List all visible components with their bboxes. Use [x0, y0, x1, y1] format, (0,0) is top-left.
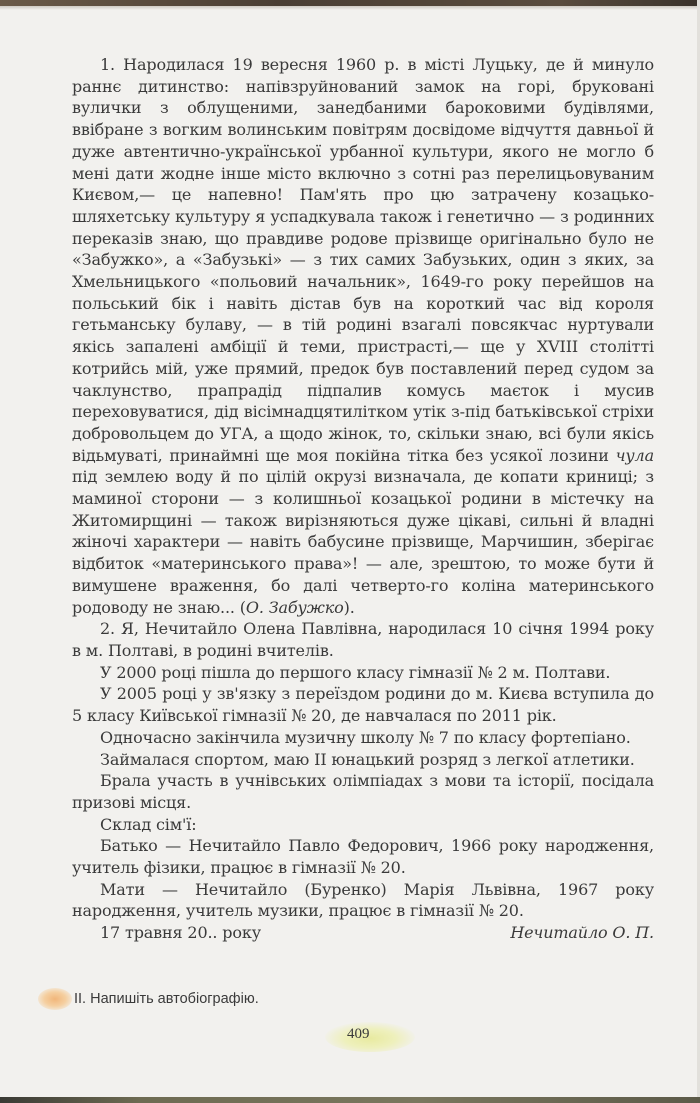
olympiad-paragraph: Брала участь в учнівських олімпіадах з мови та історії, посідала призові місця. — [72, 771, 654, 812]
flower-icon — [38, 986, 72, 1012]
page-bottom-edge — [0, 1097, 700, 1103]
quote-author: О. Забужко — [245, 597, 344, 617]
school-paragraph: У 2000 році пішла до першого класу гімназії № 2 м. Полтави. — [100, 662, 611, 682]
page-number-badge — [325, 1022, 415, 1052]
example-2-intro: 2. Я, Нечитайло Олена Павлівна, народилася 10 січня 1994 року в м. Полтаві, в родині вчителів. — [72, 619, 654, 660]
family-heading: Склад сім'ї: — [100, 814, 197, 834]
task-label: ІІ. Напишіть автобіографію. — [74, 991, 259, 1007]
sport-paragraph: Займалася спортом, маю II юнацький розряд з легкої атлетики. — [100, 749, 635, 769]
task-block — [38, 984, 259, 1014]
example-2 — [72, 618, 654, 944]
transfer-paragraph: У 2005 році у зв'язку з переїздом родини до м. Києва вступила до 5 класу Київської гімназії № 20, де навчалася по 2011 рік. — [72, 684, 654, 726]
page-top-shadow — [0, 6, 700, 10]
music-school-paragraph: Одночасно закінчила музичну школу № 7 по класу фортепіано. — [100, 727, 631, 747]
example-1 — [72, 54, 654, 618]
father-paragraph: Батько — Нечитайло Павло Федорович, 1966 року народження, учитель фізики, працює в гімназії № 20. — [72, 836, 654, 878]
mother-paragraph: Мати — Нечитайло (Буренко) Марія Львівна, 1967 року народження, учитель музики, працює в гімназії № 20. — [72, 879, 654, 921]
italic-word: чула — [615, 445, 654, 465]
page-body — [72, 54, 654, 944]
example-1-paragraph: 1. Народилася 19 вересня 1960 р. в місті Луцьку, де й минуло раннє дитинство: напівзруйнований замок на горі, бруковані вулички з облущеними, занедбаними бароковими будівлями, ввібране з вогким волинським повітрям досвідоме відчуття давньої й дуже автентично-української урбанної культури, якого не могло б мені дати жодне інше місто включно з сотні раз перелицьовуваним Києвом,— це напевно! Пам'ять про цю затрачену козацько-шляхетську культуру я успадкувала також і генетично — з родинних переказів знаю, що правдиве родове прізвище оригінально було не «Забужко», а «Забузькі» — з тих самих Забузьких, один з яких, за Хмельницького «польовий начальник», 1649-го року перейшов на польський бік і навіть дістав був на короткий час від короля гетьманську булаву, — в тій родині взагалі повсякчас нуртували якісь запалені амбіції й теми, пристрасті,— ще у XVIII столітті котрийсь мій, уже прямий, предок був поставлений перед судом за чаклунство, прапрадід підпалив комусь маєток і мусив переховуватися, дід вісімнадцятилітком утік з-під батьківської стріхи добровольцем до УГА, а щодо жінок, то, скільки знаю, всі були якісь відьмуваті, принаймні ще моя покійна тітка без усякої лозини чула під землею воду й по цілій окрузі визначала, де копати криниці; з маминої сторони — з колишньої козацької родини в містечку на Житомирщині — також вирізняються дуже цікаві, сильні й владні жіночі характери — навіть бабусине прізвище, Марчишин, зберігає відбиток «материнського права»! — але, зрештою, то може бути й вимушене враження, бо далі четверто-го коліна материнського родоводу не знаю... (О. Забужко). — [72, 55, 654, 617]
signature: Нечитайло О. П. — [510, 923, 654, 943]
page-number: 409 — [347, 1026, 370, 1042]
date: 17 травня 20.. року — [100, 923, 261, 943]
signature-row — [72, 922, 654, 944]
